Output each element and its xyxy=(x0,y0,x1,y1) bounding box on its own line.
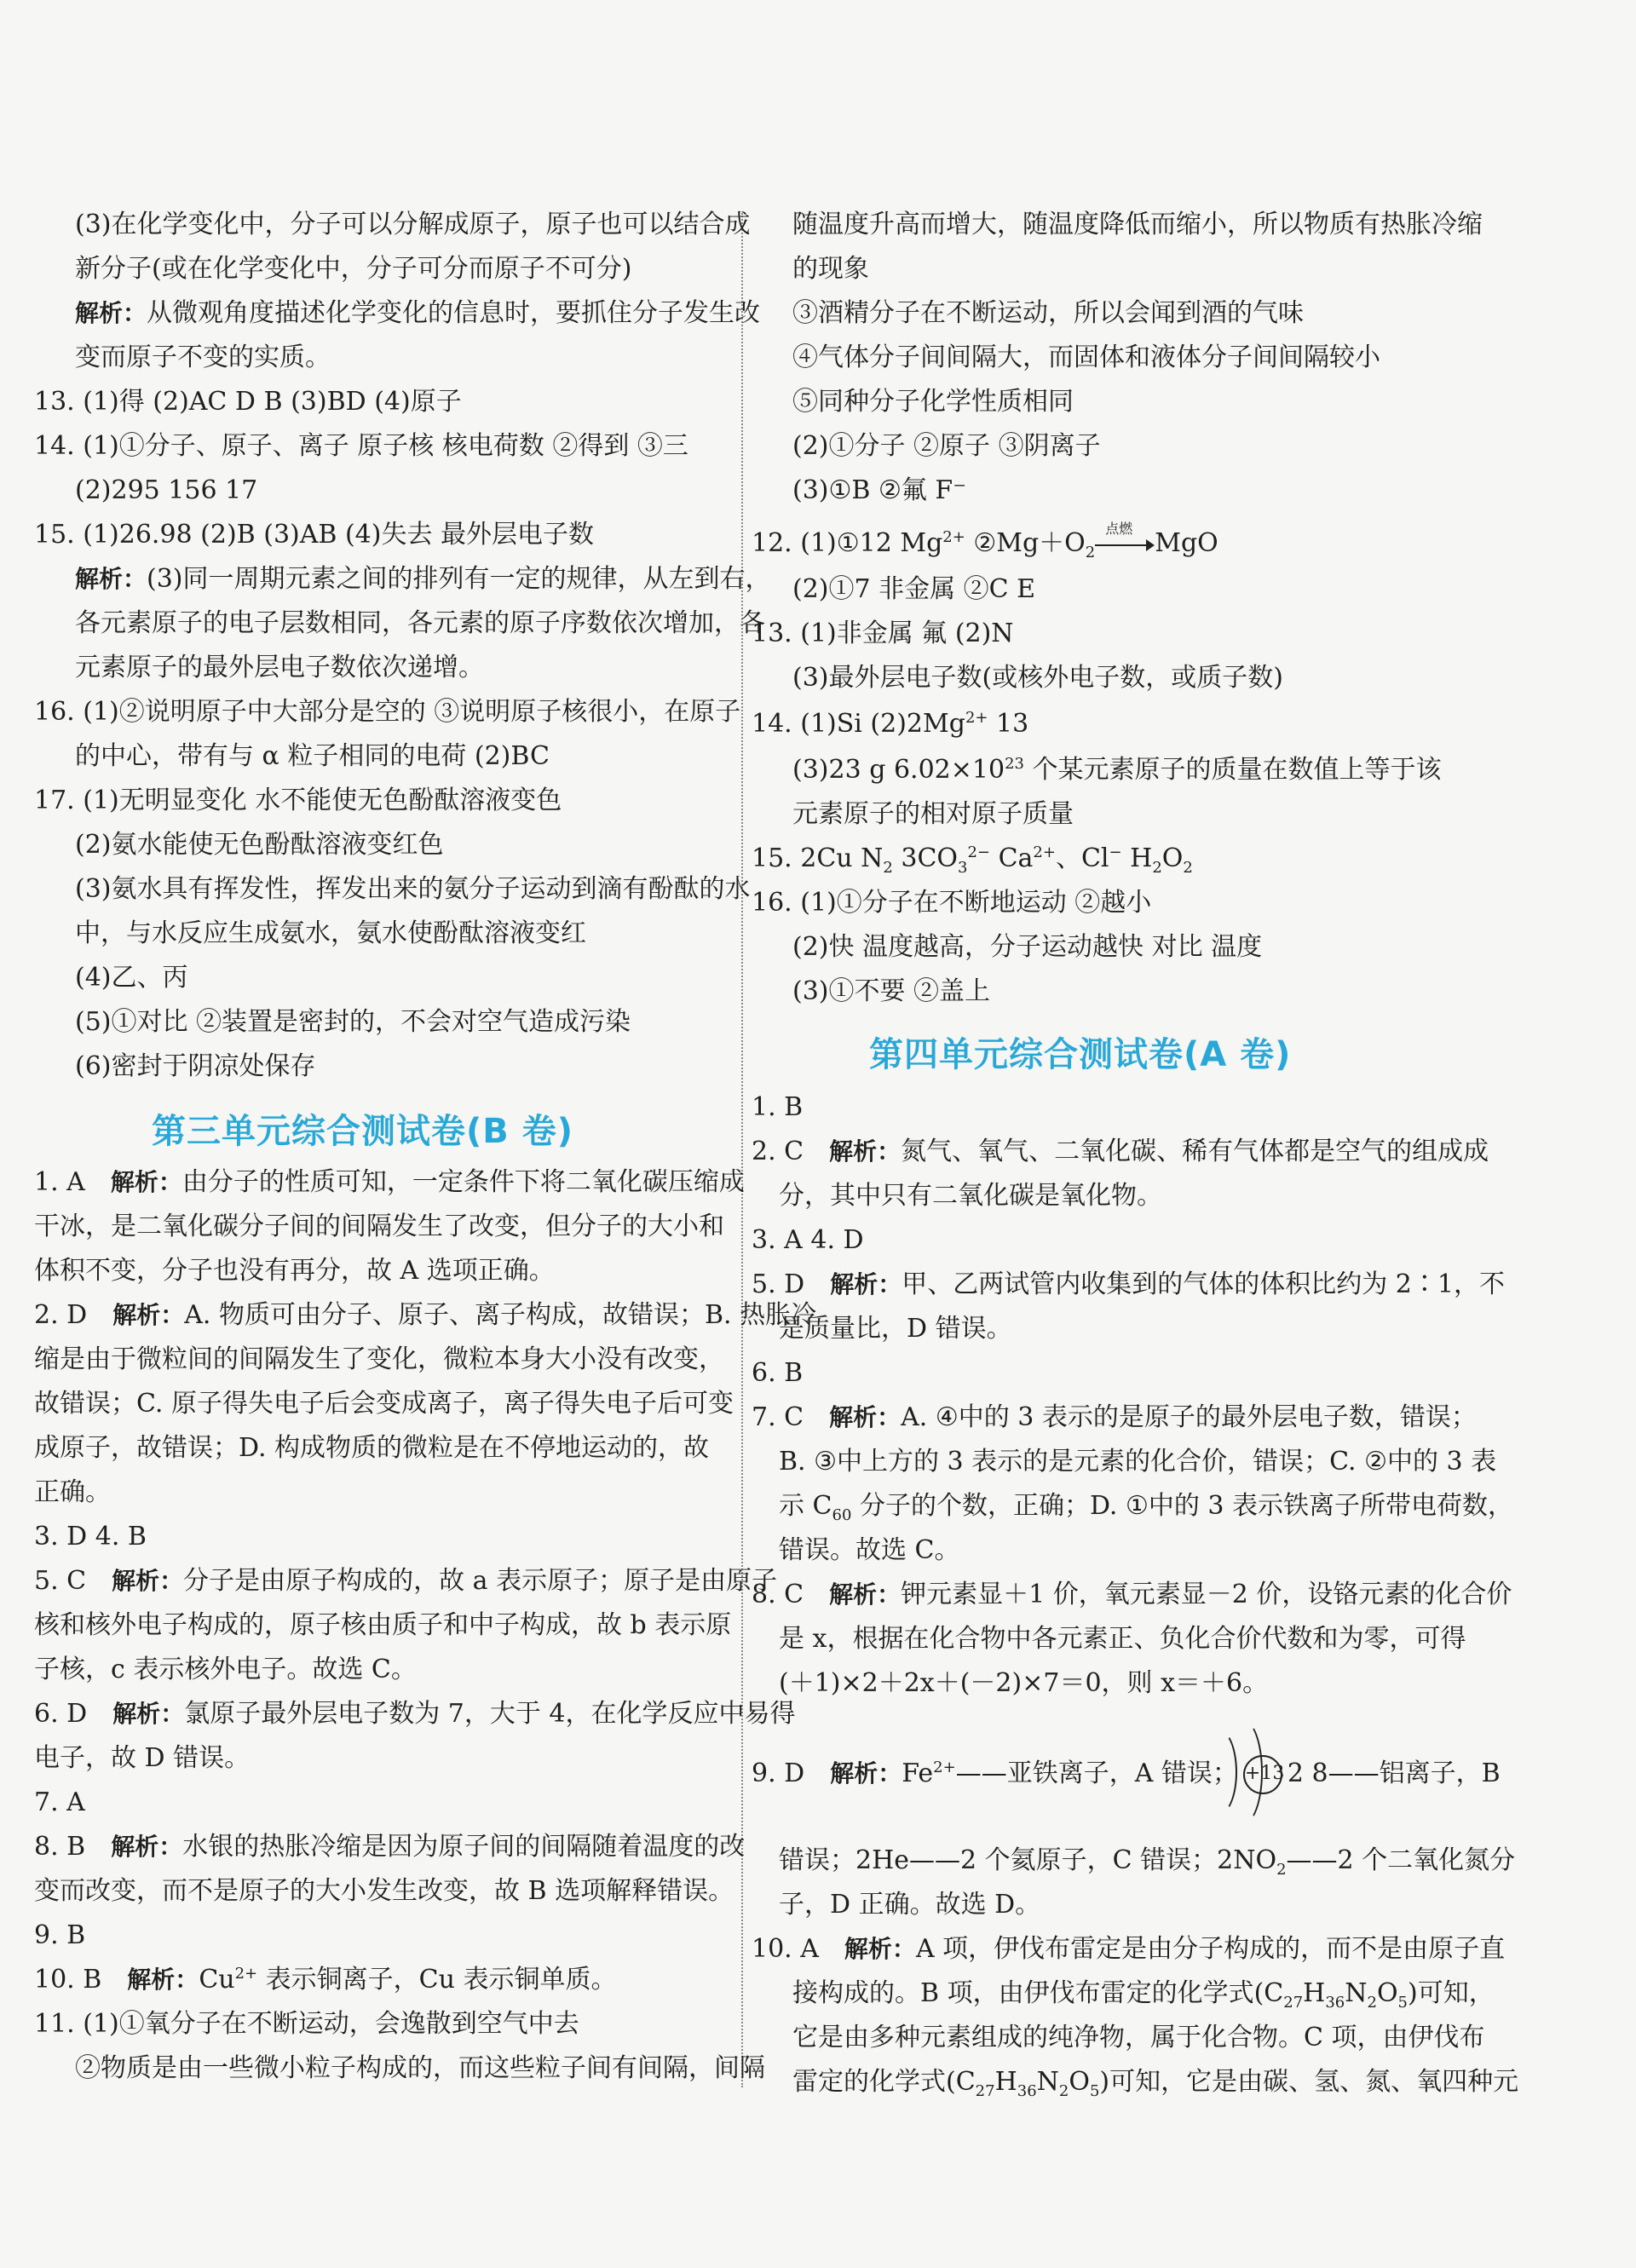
analysis-label: 解析： xyxy=(829,1403,902,1431)
text-line: 干冰，是二氧化碳分子间的间隔发生了改变，但分子的大小和 xyxy=(34,1212,724,1241)
analysis-label: 解析： xyxy=(75,299,147,327)
text-line: (3)最外层电子数(或核外电子数，或质子数) xyxy=(792,663,1283,693)
text-line: (2)①7 非金属 ②C E xyxy=(792,574,1036,604)
answer-b9: 9. B xyxy=(34,1920,86,1950)
analysis-label: 解析： xyxy=(111,1833,183,1861)
analysis-label: 解析： xyxy=(830,1759,902,1787)
analysis-label: 解析： xyxy=(112,1301,185,1329)
analysis-label: 解析： xyxy=(112,1700,185,1728)
answer-b8: 8. B 解析：水银的热胀冷缩是因为原子间的间隔随着温度的改 xyxy=(34,1832,746,1862)
text-line: (2)①分子 ②原子 ③阴离子 xyxy=(792,431,1101,461)
answer-a10: 10. A 解析：A 项，伊伐布雷定是由分子构成的，而不是由原子直 xyxy=(752,1934,1506,1964)
section-title-unit4-a: 第四单元综合测试卷(A 卷) xyxy=(869,1035,1292,1074)
text-line: 是质量比，D 错误。 xyxy=(779,1314,1012,1344)
text-line: (＋1)×2＋2x＋(－2)×7＝0，则 x＝＋6。 xyxy=(779,1668,1269,1698)
text-line: (3)在化学变化中，分子可以分解成原子，原子也可以结合成 xyxy=(75,210,751,239)
analysis-label: 解析： xyxy=(110,1168,182,1196)
answer-a3-4: 3. A 4. D xyxy=(752,1225,864,1255)
text-line: 元素原子的最外层电子数依次递增。 xyxy=(75,653,484,682)
answer-b1: 1. A 解析：由分子的性质可知，一定条件下将二氧化碳压缩成 xyxy=(34,1167,745,1197)
text-line: 雷定的化学式$(C_{27}H_{36}N_2O_5)$可知，它是由碳、氢、氮、氧四种元 xyxy=(792,2067,1519,2100)
answer-a5: 5. D 解析：甲、乙两试管内收集到的气体的体积比约为 2∶1，不 xyxy=(752,1269,1505,1299)
answer-b2: 2. D 解析：A. 物质可由分子、原子、离子构成，故错误；B. 热胀冷 xyxy=(34,1300,817,1330)
text-line: 成原子，故错误；D. 构成物质的微粒是在不停地运动的，故 xyxy=(34,1433,710,1463)
text-line: 的中心，带有与 α 粒子相同的电荷 (2)BC xyxy=(75,741,550,771)
text-line: 中，与水反应生成氨水，氨水使酚酞溶液变红 xyxy=(75,918,586,948)
answer-14r: 14. (1)Si $(2)2Mg^{2+}$ 13 xyxy=(752,709,1029,739)
answer-a2: 2. C 解析：氮气、氧气、二氧化碳、稀有气体都是空气的组成成 xyxy=(752,1137,1489,1166)
text-line: 各元素原子的电子层数相同，各元素的原子序数依次增加，各 xyxy=(75,608,765,638)
answer-a9: 9. D 解析：$Fe^{2+}——$亚铁离子，A 错误； +13 2 8——铝离子，B xyxy=(752,1755,1501,1794)
answer-b3-4: 3. D 4. B xyxy=(34,1522,147,1551)
answer-b7: 7. A xyxy=(34,1787,85,1817)
analysis-label: 解析： xyxy=(127,1966,199,1994)
text-line: 错误；2He——2 个氦原子，C 错误；$2NO_2——2$ 个二氧化氮分 xyxy=(779,1845,1516,1879)
reaction-arrow: 点燃 xyxy=(1095,536,1155,553)
answer-17: 17. (1)无明显变化 水不能使无色酚酞溶液变色 xyxy=(34,786,562,815)
text-line: (2)295 156 17 xyxy=(75,475,258,505)
text-line: 示 $C_{60}$ 分子的个数，正确；D. ①中的 3 表示铁离子所带电荷数， xyxy=(779,1491,1514,1524)
text-line: 电子，故 D 错误。 xyxy=(34,1743,251,1773)
answer-15r: 15. 2Cu $N_2$ $3CO_3^{2-}$ $Ca^{2+}$、Cl− $H_2O_2$ xyxy=(752,843,1193,877)
text-line: 缩是由于微粒间的间隔发生了变化，微粒本身大小没有改变， xyxy=(34,1344,724,1374)
text-line: 分，其中只有二氧化碳是氧化物。 xyxy=(779,1181,1162,1211)
text-line: (2)快 温度越高，分子运动越快 对比 温度 xyxy=(792,932,1263,962)
text-line: ④气体分子间间隔大，而固体和液体分子间间隔较小 xyxy=(792,343,1380,372)
column-divider xyxy=(741,213,743,2087)
answer-a8: 8. C 解析：钾元素显＋1 价，氧元素显－2 价，设铬元素的化合价 xyxy=(752,1580,1512,1609)
text-line: 错误。故选 C。 xyxy=(779,1535,960,1565)
text-line: (6)密封于阴凉处保存 xyxy=(75,1051,316,1081)
answer-b10: 10. B 解析：$Cu^{2+}$ 表示铜离子，Cu 表示铜单质。 xyxy=(34,1965,617,1995)
text-line: 子，D 正确。故选 D。 xyxy=(779,1890,1041,1920)
text-line: 是 x，根据在化合物中各元素正、负化合价代数和为零，可得 xyxy=(779,1624,1466,1654)
text-line: 子核，c 表示核外电子。故选 C。 xyxy=(34,1655,417,1684)
answer-16r: 16. (1)①分子在不断地运动 ②越小 xyxy=(752,888,1152,918)
answer-b6: 6. D 解析：氯原子最外层电子数为 7，大于 4，在化学反应中易得 xyxy=(34,1699,796,1729)
section-title-unit3-b: 第三单元综合测试卷(B 卷) xyxy=(152,1112,573,1151)
analysis-label: 解析： xyxy=(829,1137,902,1166)
text-line: 变而改变，而不是原子的大小发生改变，故 B 选项解释错误。 xyxy=(34,1876,734,1906)
text-line: 接构成的。B 项，由伊伐布雷定的化学式$(C_{27}H_{36}N_2O_5)$可知， xyxy=(792,1978,1495,2012)
text-line: 故错误；C. 原子得失电子后会变成离子，离子得失电子后可变 xyxy=(34,1389,734,1419)
atom-structure-icon: +13 xyxy=(1243,1755,1282,1794)
answer-13: 13. (1)得 (2)AC D B (3)BD (4)原子 xyxy=(34,387,462,417)
answer-b5: 5. C 解析：分子是由原子构成的，故 a 表示原子；原子是由原子 xyxy=(34,1566,778,1596)
text-line: (2)氨水能使无色酚酞溶液变红色 xyxy=(75,830,444,860)
text-line: 变而原子不变的实质。 xyxy=(75,343,331,372)
answer-a6: 6. B xyxy=(752,1358,804,1388)
text-line: 核和核外电子构成的，原子核由质子和中子构成，故 b 表示原 xyxy=(34,1610,732,1640)
text-line: ⑤同种分子化学性质相同 xyxy=(792,387,1074,417)
answer-a7: 7. C 解析：A. ④中的 3 表示的是原子的最外层电子数，错误； xyxy=(752,1402,1477,1432)
answer-a1: 1. B xyxy=(752,1092,804,1122)
text-line: (3)①不要 ②盖上 xyxy=(792,976,991,1006)
text-line: 体积不变，分子也没有再分，故 A 选项正确。 xyxy=(34,1256,555,1286)
text-line: 元素原子的相对原子质量 xyxy=(792,799,1074,829)
text-line: ③酒精分子在不断运动，所以会闻到酒的气味 xyxy=(792,298,1304,328)
text-line: (3)23 g $6.02\times 10^{23}$ 个某元素原子的质量在数值上等于该 xyxy=(792,755,1442,785)
text-line: 的现象 xyxy=(792,254,869,284)
text-line: 解析：(3)同一周期元素之间的排列有一定的规律，从左到右， xyxy=(75,564,771,594)
analysis-label: 解析： xyxy=(829,1580,902,1609)
answer-15: 15. (1)26.98 (2)B (3)AB (4)失去 最外层电子数 xyxy=(34,520,595,550)
answer-14: 14. (1)①分子、原子、离子 原子核 核电荷数 ②得到 ③三 xyxy=(34,431,688,461)
answer-16: 16. (1)②说明原子中大部分是空的 ③说明原子核很小，在原子 xyxy=(34,697,741,727)
analysis-label: 解析： xyxy=(112,1567,184,1595)
text-line: ②物质是由一些微小粒子构成的，而这些粒子间有间隔，间隔 xyxy=(75,2053,765,2083)
text-line: (3)①B ②氟 F⁻ xyxy=(792,475,967,505)
analysis-label: 解析： xyxy=(75,565,147,593)
text-line: 新分子(或在化学变化中，分子可分而原子不可分) xyxy=(75,254,632,284)
text-line: 解析：从微观角度描述化学变化的信息时，要抓住分子发生改 xyxy=(75,298,761,328)
analysis-label: 解析： xyxy=(830,1270,902,1298)
text-line: (3)氨水具有挥发性，挥发出来的氨分子运动到滴有酚酞的水 xyxy=(75,874,751,904)
text-line: (4)乙、丙 xyxy=(75,963,188,993)
text-line: B. ③中上方的 3 表示的是元素的化合价，错误；C. ②中的 3 表 xyxy=(779,1447,1497,1477)
electron-shell-arc-icon xyxy=(1224,1719,1263,1825)
answer-b11: 11. (1)①氧分子在不断运动，会逸散到空气中去 xyxy=(34,2009,579,2039)
electron-shells: 2 8 xyxy=(1287,1759,1328,1788)
text-line: (5)①对比 ②装置是密封的，不会对空气造成污染 xyxy=(75,1007,631,1037)
text-line: 正确。 xyxy=(34,1477,111,1507)
analysis-label: 解析： xyxy=(844,1935,916,1963)
answer-13r: 13. (1)非金属 氟 (2)N xyxy=(752,619,1014,648)
text-line: 它是由多种元素组成的纯净物，属于化合物。C 项，由伊伐布 xyxy=(792,2023,1485,2052)
text-line: 随温度升高而增大，随温度降低而缩小，所以物质有热胀冷缩 xyxy=(792,210,1483,239)
answer-12: 12. (1)①12 $Mg^{2+}$ $②Mg+O_2$ 点燃 MgO xyxy=(752,521,1218,561)
